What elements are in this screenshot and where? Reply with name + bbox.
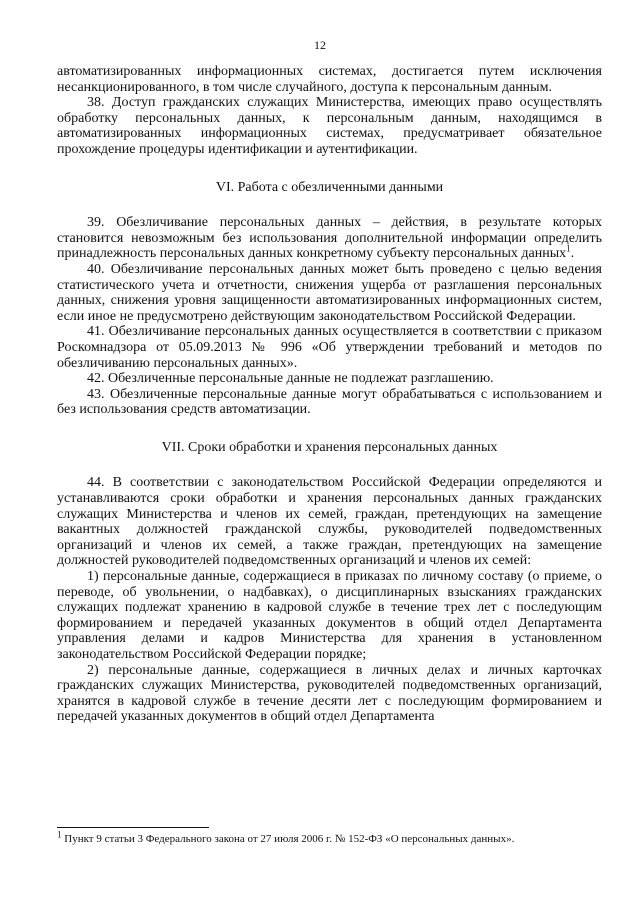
document-body: [57, 64, 602, 725]
paragraph-continuation: автоматизированных информационных системах, достигается путем исключения несанкционированного, в том числе случайного, доступа к персональным данным.: [57, 64, 602, 95]
paragraph-38: 38. Доступ гражданских служащих Министерства, имеющих право осуществлять обработку персональных данных, к персональным данным, находящимся в автоматизированных информационных системах, предусматривает обязательное прохождение процедуры идентификации и аутентификации.: [57, 95, 602, 157]
footnote-separator: [57, 827, 209, 828]
page-number: 12: [314, 38, 326, 52]
paragraph-41: 41. Обезличивание персональных данных осуществляется в соответствии с приказом Роскомнадзора от 05.09.2013 № 996 «Об утверждении требований и методов по обезличиванию персональных данных».: [57, 324, 602, 371]
paragraph-44: 44. В соответствии с законодательством Российской Федерации определяются и устанавливаются сроки обработки и хранения персональных данных гражданских служащих Министерства и членов их семей, граждан, претендующих на замещение вакантных должностей гражданской службы, руководителей подведомственных организаций и членов их семей, а также граждан, претендующих на замещение должностей руководителей подведомственных организаций и членов их семей:: [57, 475, 602, 569]
section-heading-6: VI. Работа с обезличенными данными: [215, 179, 444, 195]
paragraph-39: [57, 215, 602, 262]
section-heading-7: VII. Сроки обработки и хранения персональных данных: [161, 439, 498, 455]
footnote-marker: 1: [57, 829, 62, 840]
paragraph-43: 43. Обезличенные персональные данные могут обрабатываться с использованием и без использования средств автоматизации.: [57, 386, 602, 418]
paragraph-44-item-2: 2) персональные данные, содержащиеся в личных делах и личных карточках гражданских служащих Министерства, руководителей подведомственных организаций, хранятся в кадровой службе в течение десяти лет с последующим формированием и передачей указанных документов в общий отдел Департамента: [57, 662, 602, 725]
paragraph-42: 42. Обезличенные персональные данные не подлежат разглашению.: [87, 371, 494, 387]
paragraph-39-text: 39. Обезличивание персональных данных – действия, в результате которых становится невозможным без использования дополнительной информации определить принадлежность персональных данных конкретному субъекту персональных данных: [57, 215, 602, 262]
footnote: [57, 829, 602, 846]
footnote-ref-1: 1: [566, 243, 571, 254]
footnote-text: Пункт 9 статьи 3 Федерального закона от 27 июля 2006 г. № 152-ФЗ «О персональных данных».: [61, 833, 515, 845]
paragraph-40: 40. Обезличивание персональных данных может быть проведено с целью ведения статистического учета и отчетности, снижения ущерба от разглашения персональных данных, снижения уровня защищенности автоматизированных информационных систем, если иное не предусмотрено действующим законодательством Российской Федерации.: [57, 261, 602, 324]
paragraph-39-end: .: [570, 246, 575, 262]
paragraph-44-item-1: 1) персональные данные, содержащиеся в приказах по личному составу (о приеме, о переводе, об увольнении, о надбавках), о дисциплинарных взысканиях гражданских служащих подлежат хранению в кадровой службе в течение трех лет с последующим формированием и передачей указанных документов в общий отдел Департамента управления делами и кадров Министерства для хранения в установленном законодательством Российской Федерации порядке;: [57, 569, 602, 662]
